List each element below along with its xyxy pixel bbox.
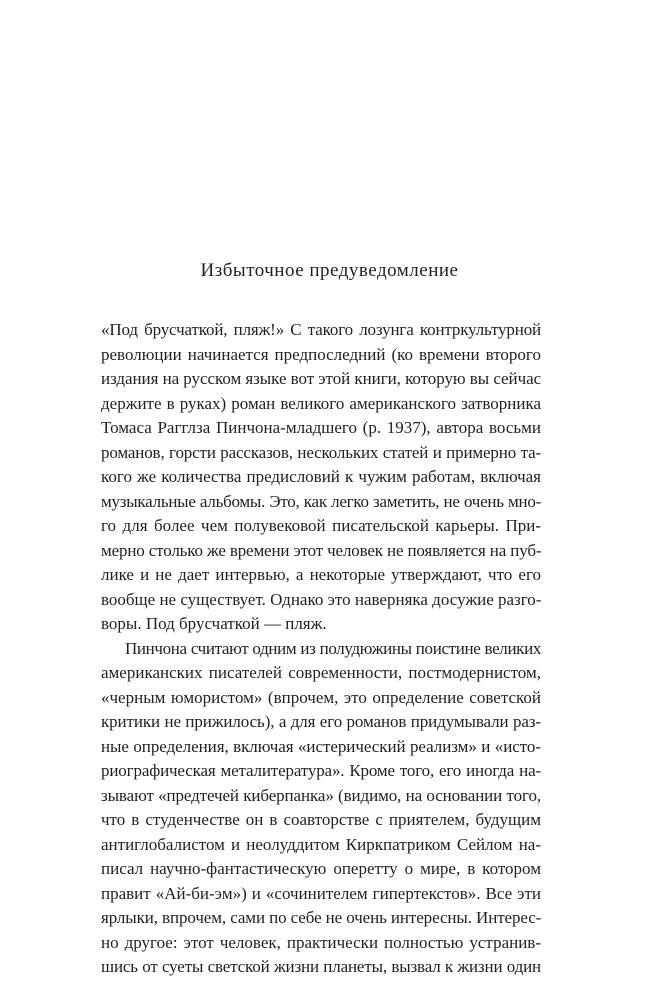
text-line: лике и не дает интервью, а некоторые утверждают, что его [101,565,541,584]
text-line: воры. Под брусчаткой — пляж. [101,614,327,633]
text-line: держите в руках) роман великого американского затворника [101,393,541,413]
text-line: «Под брусчаткой, пляж!» С такого лозунга контркультурной [101,320,541,339]
text-line: но другое: этот человек, практически полностью устранив- [101,932,541,952]
text-line: ные определения, включая «истерический реализм» и «исто- [101,736,541,756]
text-line: мерно столько же времени этот человек не появляется на пуб- [101,540,542,560]
paragraph-2 [101,637,541,980]
text-line: критики не прижилось), а для его романов придумывали раз- [101,712,541,731]
text-line: писал научно-фантастическую оперетту о мире, в котором [101,859,541,878]
text-line: антиглобалистом и неолуддитом Киркпатриком Сейлом на- [101,834,541,854]
text-line: американских писателей современности, постмодернистом, [101,663,541,682]
text-line: Томаса Рагглза Пинчона-младшего (р. 1937), автора восьми [101,418,541,437]
paragraph-1 [101,318,541,637]
text-line: музыкальные альбомы. Это, как легко заметить, не очень мно- [101,491,541,511]
text-line: вообще не существует. Однако это наверняка досужие разго- [101,589,542,609]
text-line: революции начинается предпоследний (ко времени второго [101,344,541,364]
text-line: что в студенчестве он в соавторстве с приятелем, будущим [101,810,541,829]
text-line: романов, горсти рассказов, нескольких статей и примерно та- [101,442,541,462]
body-text [101,318,541,980]
text-line: Пинчона считают одним из полудюжины поистине великих [125,638,541,658]
text-line: го для более чем полувековой писательской карьеры. При- [101,516,541,535]
text-line: зывают «предтечей киберпанка» (видимо, на основании того, [101,785,541,805]
text-line: издания на русском языке вот этой книги, которую вы сейчас [101,369,542,388]
text-line: «черным юмористом» (впрочем, это определение советской [101,687,541,707]
text-line: шись от суеты светской жизни планеты, вызвал к жизни один [101,957,541,976]
text-line: правит «Ай-би-эм») и «сочинителем гипертекстов». Все эти [101,883,541,903]
text-line: ярлыки, впрочем, сами по себе не очень интересны. Интерес- [101,908,542,927]
text-line: кого же количества предисловий к чужим работам, включая [101,467,541,486]
text-line: риографическая металитература». Кроме того, его иногда на- [101,761,541,780]
chapter-heading: Избыточное предуведомление [200,260,459,281]
